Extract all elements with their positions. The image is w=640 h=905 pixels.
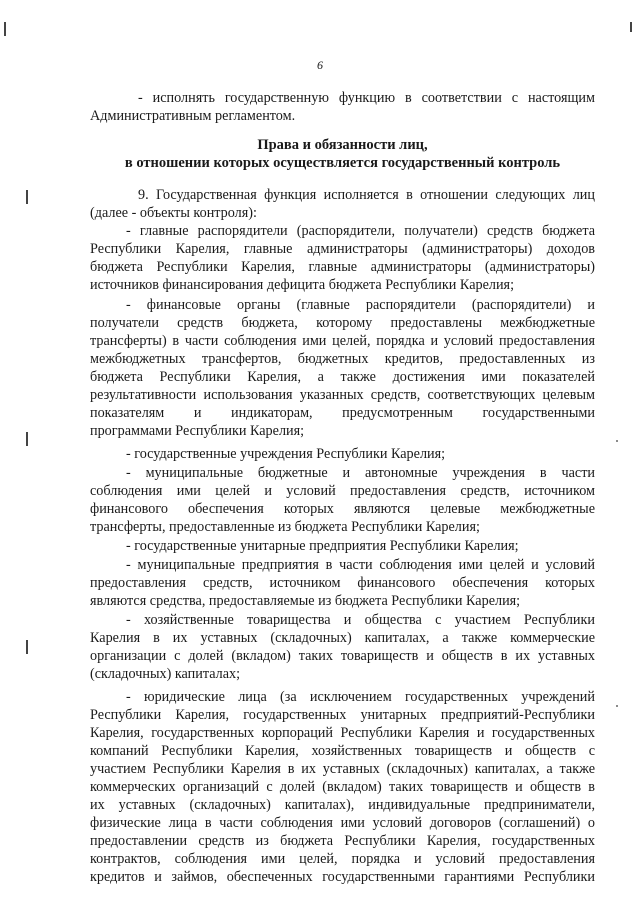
scan-margin-mark (4, 22, 6, 36)
body-line: бюджета Республики Карелия, главные администраторы (администраторы) (90, 259, 595, 275)
body-line: трансферты) в части соблюдения ими целей, порядка и условий предоставления (90, 333, 595, 349)
body-line: Республики Карелия, главные администраторы (администраторы) доходов (90, 241, 595, 257)
body-line: бюджета Республики Карелия, а также достижения ими показателей (90, 369, 595, 385)
body-line: - государственные учреждения Республики Карелия; (126, 446, 446, 462)
body-line: Карелия в их уставных (складочных) капиталах, а также коммерческие (90, 630, 595, 646)
body-line: предоставления средств, источником финансового обеспечения которых (90, 575, 595, 591)
body-line: компаний Республики Карелия, хозяйственных товариществ и обществ с (90, 743, 595, 759)
scan-margin-mark (26, 190, 28, 204)
scan-margin-mark (630, 22, 632, 32)
body-line: программами Республики Карелия; (90, 423, 305, 439)
body-line: кредитов и займов, обеспеченных государственными гарантиями Республики (90, 869, 595, 885)
body-line: физические лица в части соблюдения ими условий договоров (соглашений) о (90, 815, 595, 831)
body-line: (складочных) капиталах; (90, 666, 241, 682)
body-line: результативности использования указанных средств, соответствующих целевым (90, 387, 595, 403)
scan-speck (616, 440, 618, 442)
body-line: являются средства, предоставляемые из бюджета Республики Карелия; (90, 593, 521, 609)
body-line: - финансовые органы (главные распорядители (распорядители) и (126, 297, 595, 313)
body-line: источников финансирования дефицита бюджета Республики Карелия; (90, 277, 515, 293)
body-line: предоставлении средств из бюджета Республики Карелия, государственных (90, 833, 595, 849)
body-line: межбюджетных трансфертов, бюджетных кредитов, предоставленных из (90, 351, 595, 367)
intro-line: - исполнять государственную функцию в соответствии с настоящим (138, 90, 595, 106)
body-line: контрактов, соблюдения ими целей, порядка и условий предоставления (90, 851, 595, 867)
body-line: - муниципальные предприятия в части соблюдения ими целей и условий (126, 557, 595, 573)
section-heading: Права и обязанности лиц, (257, 137, 428, 153)
body-line: организации с долей (вкладом) таких товариществ и обществ в их уставных (90, 648, 595, 664)
body-line: трансферты, предоставленные из бюджета Республики Карелия; (90, 519, 480, 535)
scan-margin-mark (26, 640, 28, 654)
body-line: 9. Государственная функция исполняется в отношении следующих лиц (138, 187, 595, 203)
body-line: - муниципальные бюджетные и автономные учреждения в части (126, 465, 595, 481)
body-line: участием Республики Карелия в их уставных (складочных) капиталах, а также (90, 761, 595, 777)
section-heading: в отношении которых осуществляется государственный контроль (124, 155, 561, 171)
body-line: коммерческих организаций с долей (вкладом) таких товариществ и обществ в (90, 779, 595, 795)
body-line: - главные распорядители (распорядители, получатели) средств бюджета (126, 223, 595, 239)
body-line: (далее - объекты контроля): (90, 205, 257, 221)
body-line: получатели средств бюджета, которому предоставлены межбюджетные (90, 315, 595, 331)
body-line: - хозяйственные товарищества и общества с участием Республики (126, 612, 595, 628)
body-line: показателям и индикаторам, предусмотренным государственными (90, 405, 595, 421)
body-line: - юридические лица (за исключением государственных учреждений (126, 689, 595, 705)
page-number: 6 (317, 58, 323, 72)
body-line: - государственные унитарные предприятия Республики Карелия; (126, 538, 519, 554)
intro-line: Административным регламентом. (90, 108, 296, 124)
body-line: финансового обеспечения которых являются целевые межбюджетные (90, 501, 595, 517)
scan-margin-mark (26, 432, 28, 446)
body-line: Карелия, государственных корпораций Республики Карелия и государственных (90, 725, 595, 741)
body-line: соблюдения ими целей и условий предоставления средств, источником (90, 483, 595, 499)
body-line: Республики Карелия, государственных унитарных предприятий-Республики (90, 707, 595, 723)
body-line: их уставных (складочных) капиталах), индивидуальные предприниматели, (90, 797, 595, 813)
scan-speck (616, 705, 618, 707)
